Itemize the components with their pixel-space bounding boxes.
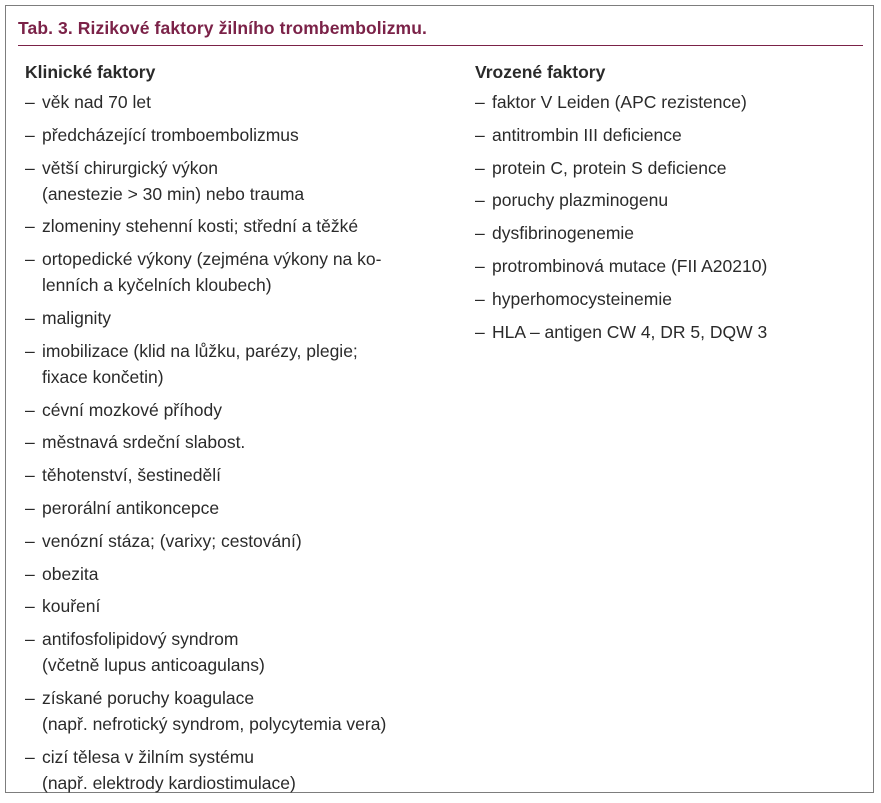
clinical-factors-column [25,59,465,803]
list-item [475,319,860,345]
list-item [475,286,860,312]
list-item [475,155,860,181]
list-item [25,462,465,488]
list-item-text: – věk nad 70 let [42,92,151,112]
list-item-text: (anestezie > 30 min) nebo trauma [42,183,305,204]
list-item-text: fixace končetin) [42,366,164,387]
list-item-text: lenních a kyčelních kloubech) [42,275,272,296]
list-item-text: – získané poruchy koagulace [42,687,255,708]
list-item [25,305,465,331]
list-item-text: – protein C, protein S deficience [492,157,727,178]
list-item [25,561,465,587]
list-item [25,397,465,423]
list-item [475,220,860,246]
list-item-text: – antifosfolipidový syndrom [42,629,239,650]
list-item [25,155,465,207]
list-item [25,626,465,678]
list-item-text: – faktor V Leiden (APC rezistence) [492,92,747,112]
congenital-factors-column [475,59,860,351]
clinical-factors-list [25,89,465,796]
list-item [25,246,465,298]
table-frame [5,5,874,793]
list-item-text: – poruchy plazminogenu [492,190,669,211]
list-item-text: – HLA – antigen CW 4, DR 5, DQW 3 [492,321,768,342]
list-item-text: – městnavá srdeční slabost. [42,432,246,453]
list-item-text: – perorální antikoncepce [42,497,220,518]
list-item-text: – cévní mozkové příhody [42,399,222,420]
list-item [25,744,465,796]
list-item [25,338,465,390]
list-item-text: – předcházející tromboembolizmus [42,124,299,145]
list-item [25,213,465,239]
caption-divider [18,45,863,46]
list-item [25,528,465,554]
list-item [25,495,465,521]
list-item-text: – větší chirurgický výkon [42,157,219,178]
clinical-factors-heading: Klinické faktory [25,62,156,82]
list-item [475,187,860,213]
congenital-factors-heading: Vrozené faktory [475,62,606,82]
list-item [25,89,465,115]
list-item-text: (např. nefrotický syndrom, polycytemia vera) [42,713,387,734]
list-item-text: – antitrombin III deficience [492,124,682,145]
list-item-text: – kouření [42,596,101,617]
list-item [475,253,860,279]
list-item-text: – hyperhomocysteinemie [492,288,672,309]
list-item [25,429,465,455]
list-item [475,122,860,148]
list-item [25,122,465,148]
list-item-text: – venózní stáza; (varixy; cestování) [42,530,302,551]
list-item [25,685,465,737]
congenital-factors-list [475,89,860,345]
list-item-text: – imobilizace (klid na lůžku, parézy, plegie; [42,340,358,361]
list-item-text: – cizí tělesa v žilním systému [42,746,254,767]
list-item-text: – malignity [42,307,112,328]
list-item-text: – protrombinová mutace (FII A20210) [492,255,768,276]
list-item [475,89,860,115]
list-item-text: – dysfibrinogenemie [492,223,635,244]
list-item-text: – zlomeniny stehenní kosti; střední a těžké [42,216,359,237]
list-item-text: – ortopedické výkony (zejména výkony na ko- [42,249,382,270]
list-item-text: (např. elektrody kardiostimulace) [42,772,296,793]
list-item-text: – těhotenství, šestinedělí [42,465,221,486]
list-item [25,593,465,619]
table-caption: Tab. 3. Rizikové faktory žilního trombembolizmu. [18,18,427,38]
list-item-text: – obezita [42,563,99,584]
list-item-text: (včetně lupus anticoagulans) [42,655,265,676]
